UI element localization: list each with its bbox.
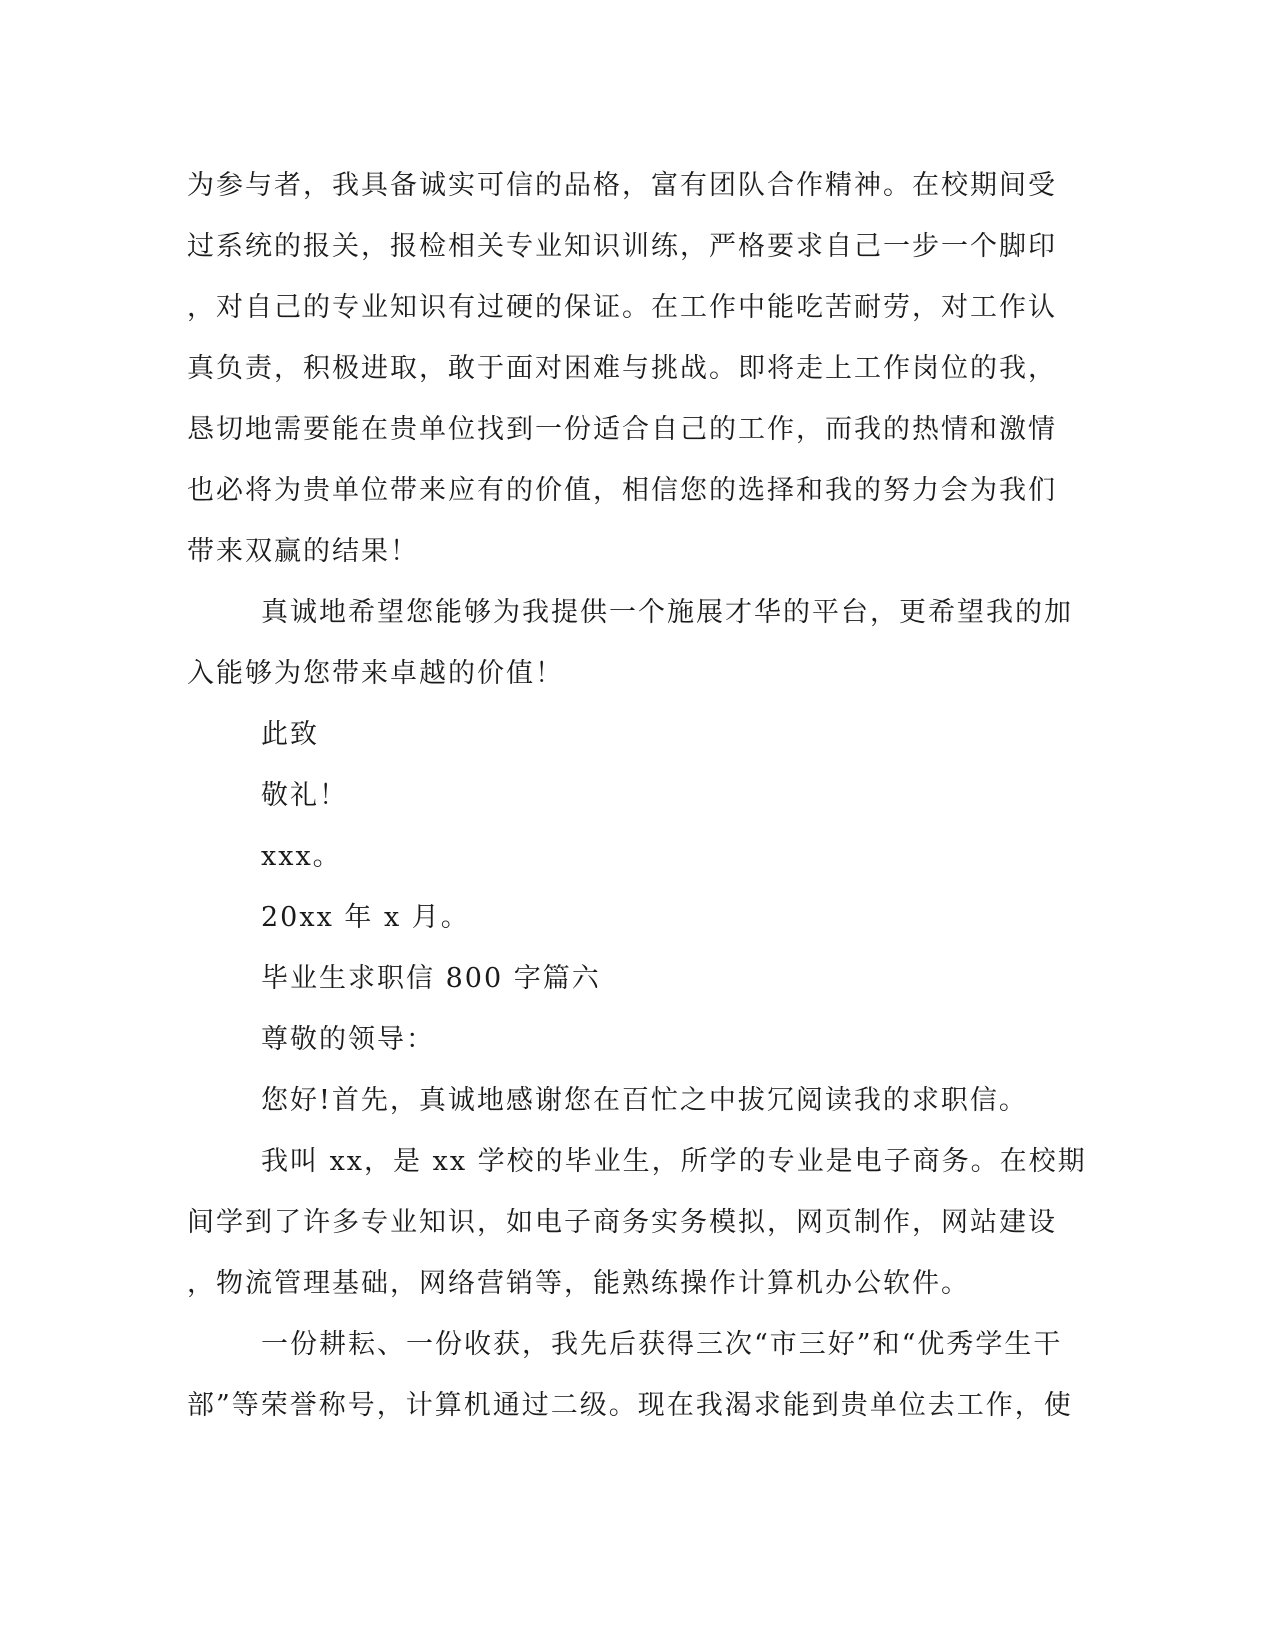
text-line: 也必将为贵单位带来应有的价值，相信您的选择和我的努力会为我们 (187, 475, 1057, 506)
greeting: 尊敬的领导： (261, 1024, 435, 1055)
text-line: ，对自己的专业知识有过硬的保证。在工作中能吃苦耐劳，对工作认 (187, 292, 1057, 323)
letter-body (187, 166, 1087, 1447)
text-line: 恳切地需要能在贵单位找到一份适合自己的工作，而我的热情和激情 (187, 414, 1057, 445)
text-line: 真负责，积极进取，敢于面对困难与挑战。即将走上工作岗位的我， (187, 353, 1057, 384)
text-line: 带来双赢的结果！ (187, 536, 419, 567)
closing-salutation: 此致 (261, 719, 319, 750)
text-line: 过系统的报关，报检相关专业知识训练，严格要求自己一步一个脚印 (187, 231, 1057, 262)
signature-date: 20xx 年 x 月。 (261, 902, 470, 933)
text-line: 入能够为您带来卓越的价值！ (187, 658, 564, 689)
section-heading: 毕业生求职信 800 字篇六 (261, 963, 601, 994)
text-line: ，物流管理基础，网络营销等，能熟练操作计算机办公软件。 (187, 1268, 970, 1299)
closing-regards: 敬礼！ (261, 780, 348, 811)
signature-name: xxx。 (261, 841, 342, 872)
text-line: 部”等荣誉称号，计算机通过二级。现在我渴求能到贵单位去工作，使 (187, 1390, 1073, 1421)
text-line: 一份耕耘、一份收获，我先后获得三次“市三好”和“优秀学生干 (261, 1329, 1063, 1360)
text-line: 为参与者，我具备诚实可信的品格，富有团队合作精神。在校期间受 (187, 170, 1057, 201)
text-line: 您好!首先，真诚地感谢您在百忙之中拔冗阅读我的求职信。 (261, 1085, 1028, 1116)
text-line: 真诚地希望您能够为我提供一个施展才华的平台，更希望我的加 (261, 597, 1073, 628)
text-line: 我叫 xx，是 xx 学校的毕业生，所学的专业是电子商务。在校期 (261, 1146, 1087, 1177)
text-line: 间学到了许多专业知识，如电子商务实务模拟，网页制作，网站建设 (187, 1207, 1057, 1238)
